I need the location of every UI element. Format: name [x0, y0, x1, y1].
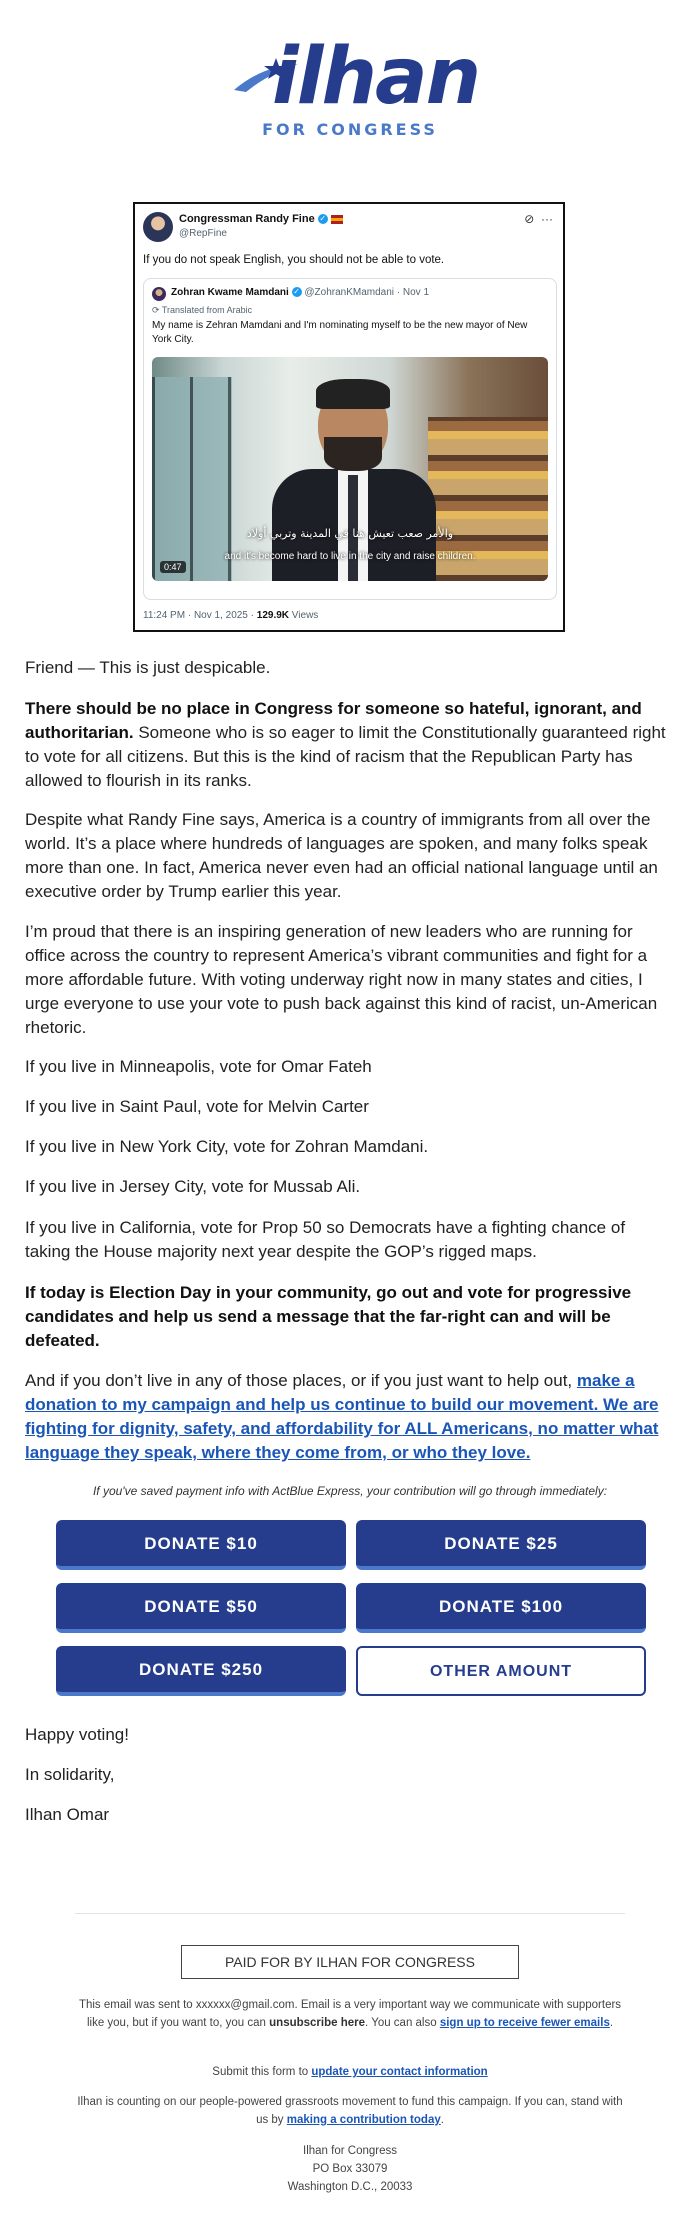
- closing-solidarity: In solidarity,: [25, 1765, 115, 1784]
- video-person-hair: [316, 379, 390, 409]
- quote-author: [171, 287, 429, 298]
- tweet-meta: [143, 610, 318, 621]
- video-duration: 0:47: [160, 561, 186, 573]
- email-notice-mid: . You can also: [365, 2017, 440, 2029]
- donation-paragraph: [25, 1369, 675, 1465]
- vote-minneapolis: If you live in Minneapolis, vote for Omar Fateh: [25, 1057, 372, 1076]
- grok-icon[interactable]: ⊘: [524, 212, 535, 226]
- tweet-views-label: Views: [289, 610, 319, 621]
- tweet-text: If you do not speak English, you should not be able to vote.: [143, 254, 445, 266]
- paragraph-2: [25, 697, 675, 793]
- donate-25-button[interactable]: DONATE $25: [356, 1520, 646, 1570]
- paragraph-2-rest: Someone who is so eager to limit the Constitutionally guaranteed right to vote for all citizens. But this is the kind of racism that the Republican Party has allowed to flourish in its ranks.: [25, 723, 666, 790]
- email-notice-text: This email was sent to xxxxxx@gmail.com. Email is a very important way we communicate with supporters like you, but if you want to, you can: [78, 1999, 622, 2029]
- paid-for-by-box: PAID FOR BY ILHAN FOR CONGRESS: [181, 1945, 519, 1979]
- video-person-beard: [324, 437, 382, 471]
- tweet-embed[interactable]: [133, 202, 565, 632]
- logo-subtitle: FOR CONGRESS: [262, 120, 438, 139]
- logo-wordmark: ilhan: [272, 32, 480, 122]
- tweet-author: [179, 213, 343, 225]
- email-notice-end: .: [609, 2017, 614, 2029]
- translate-icon: ⟳: [152, 305, 160, 315]
- donation-paragraph-text: And if you don’t live in any of those places, or if you just want to help out,: [25, 1371, 577, 1390]
- tweet-actions: [524, 212, 553, 226]
- tweet-author-name: Congressman Randy Fine: [179, 213, 315, 225]
- quote-text: My name is Zehran Mamdani and I'm nominating myself to be the new mayor of New York City.: [152, 320, 528, 345]
- donate-100-button[interactable]: DONATE $100: [356, 1583, 646, 1633]
- contact-form-text: Submit this form to: [212, 2066, 312, 2078]
- vote-saint-paul: If you live in Saint Paul, vote for Melvin Carter: [25, 1097, 369, 1116]
- tweet-views-count: 129.9K: [256, 610, 290, 621]
- author-avatar: [143, 212, 173, 242]
- verified-badge-icon: ✓: [293, 287, 300, 297]
- campaign-logo: [0, 32, 700, 148]
- grassroots-end: .: [440, 2114, 444, 2126]
- signature-name: Ilhan Omar: [25, 1805, 110, 1824]
- election-day-callout: If today is Election Day in your community, go out and vote for progressive candidates and help us send a message that the far-right can and will be defeated.: [25, 1283, 632, 1350]
- actblue-note: If you've saved payment info with ActBlue Express, your contribution will go through immediately:: [92, 1484, 608, 1498]
- paragraph-4: I’m proud that there is an inspiring generation of new leaders who are running for office across the country to represent America’s vibrant communities and fight for a more affordable future. With voting underway right now in many states and cities, I urge everyone to use your vote to push back against this kind of racist, un-American rhetoric.: [25, 922, 658, 1037]
- donate-10-button[interactable]: DONATE $10: [56, 1520, 346, 1570]
- grassroots-notice: [75, 2093, 625, 2129]
- other-amount-button[interactable]: OTHER AMOUNT: [356, 1646, 646, 1696]
- tweet-timestamp: 11:24 PM · Nov 1, 2025 ·: [143, 610, 257, 621]
- quote-author-name: Zohran Kwame Mamdani: [171, 287, 289, 298]
- fewer-emails-link[interactable]: sign up to receive fewer emails: [439, 2017, 610, 2029]
- vote-california: If you live in California, vote for Prop 50 so Democrats have a fighting chance of taking the House majority next year despite the GOP’s rigged maps.: [25, 1218, 626, 1261]
- address-line-1: Ilhan for Congress: [303, 2145, 397, 2157]
- vote-new-york: If you live in New York City, vote for Zohran Mamdani.: [25, 1137, 429, 1156]
- donation-link[interactable]: make a donation to my campaign and help us continue to build our movement. We are fighting for dignity, safety, and affordability for ALL Americans, no matter what language they speak, where they come from, or who they love.: [25, 1371, 659, 1462]
- verified-badge-icon: ✓: [319, 214, 327, 224]
- address-line-3: Washington D.C., 20033: [287, 2181, 413, 2193]
- tweet-author-handle: @RepFine: [179, 228, 227, 239]
- more-icon[interactable]: ···: [541, 212, 553, 226]
- address-line-2: PO Box 33079: [312, 2163, 388, 2175]
- translated-label: [152, 305, 252, 316]
- paragraph-2-bold: There should be no place in Congress for someone so hateful, ignorant, and authoritarian.: [25, 699, 642, 742]
- contact-form-notice: [75, 2063, 625, 2081]
- donate-250-button[interactable]: DONATE $250: [56, 1646, 346, 1696]
- unsubscribe-link[interactable]: unsubscribe here: [269, 2017, 366, 2029]
- grassroots-text: Ilhan is counting on our people-powered grassroots movement to fund this campaign. If you can, stand with us by: [77, 2096, 623, 2126]
- vote-jersey-city: If you live in Jersey City, vote for Mussab Ali.: [25, 1177, 361, 1196]
- contribution-link[interactable]: making a contribution today: [286, 2114, 441, 2126]
- video-thumbnail[interactable]: [152, 357, 548, 581]
- video-subtitle-english: and it's become hard to live in the city and raise children.: [224, 551, 476, 562]
- donate-50-button[interactable]: DONATE $50: [56, 1583, 346, 1633]
- quote-author-handle: @ZohranKMamdani · Nov 1: [304, 287, 430, 298]
- translated-label-text: Translated from Arabic: [161, 305, 253, 315]
- quoted-tweet[interactable]: [143, 278, 557, 600]
- greeting: Friend — This is just despicable.: [25, 658, 271, 677]
- footer-divider: [75, 1913, 625, 1914]
- closing-happy-voting: Happy voting!: [25, 1725, 129, 1744]
- email-notice: [75, 1996, 625, 2032]
- paragraph-3: Despite what Randy Fine says, America is a country of immigrants from all over the world. It’s a place where hundreds of languages are spoken, and many folks speak more than one. In fact, America never even had an official national language until an executive order by Trump earlier this year.: [25, 810, 658, 901]
- flag-icon: [331, 215, 343, 224]
- update-contact-link[interactable]: update your contact information: [311, 2066, 488, 2078]
- video-subtitle-arabic: والأمر صعب تعيش هنا في المدينة وتربي أولاد: [246, 527, 454, 540]
- quote-author-avatar: [152, 287, 166, 301]
